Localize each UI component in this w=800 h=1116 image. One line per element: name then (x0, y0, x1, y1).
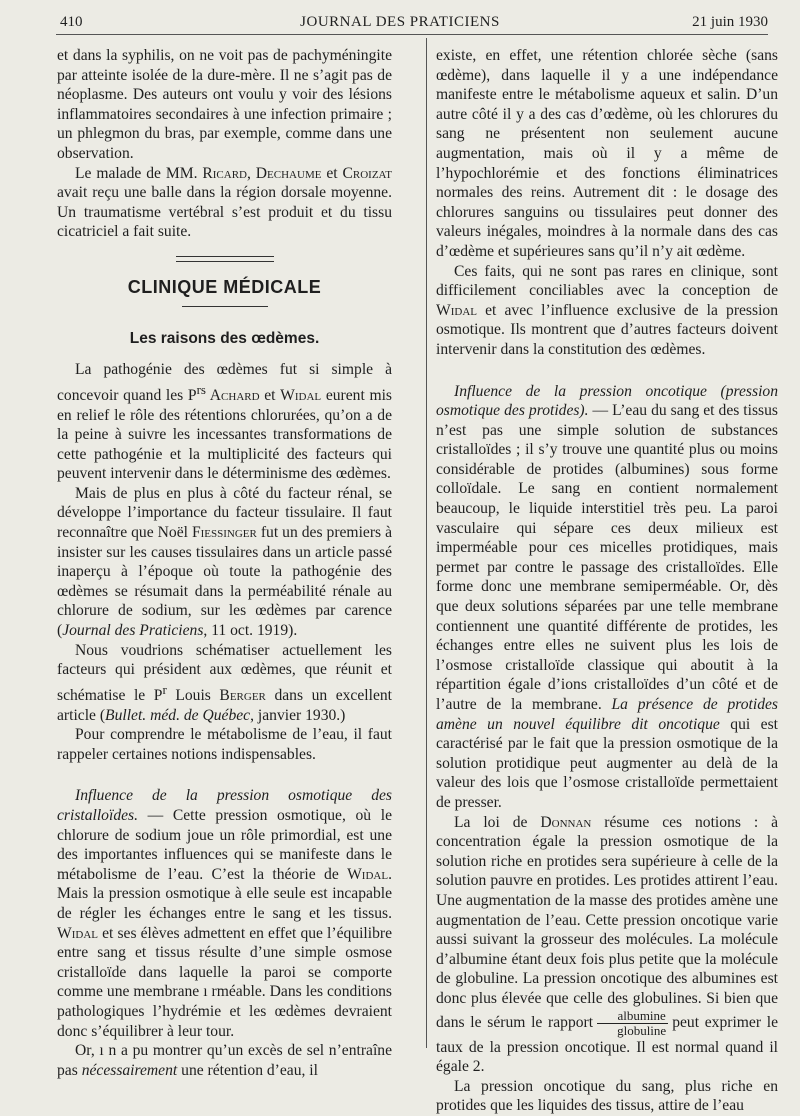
paragraph: Influence de la pression osmotique des cristalloïdes. — Cette pression osmotique, où le chlorure de sodium joue un rôle primordial, est une des importantes influences qui se manifeste dans le métabolisme de l’eau. C’est la théorie de Widal. Mais la pression osmotique à elle seule est incapable de régler les échanges entre le sang et les tissus. Widal et ses élèves admettent en effet que l’équilibre entre sang et tissus résulte d’une simple osmose cristalloïde dans laquelle la paroi se comporte comme une membrane ı rméable. Dans les conditions pathologiques l’hydrémie et les œdèmes devraient donc s’équilibrer à leur tour. (57, 787, 392, 1040)
article-title: Les raisons des œdèmes. (129, 329, 320, 347)
author-name: Widal (347, 865, 389, 883)
paragraph: Pour comprendre le métabolisme de l’eau, il faut rappeler certaines notions indispensables. (57, 726, 392, 763)
author-name: Croizat (342, 164, 392, 182)
subsection-heading: Influence de la pression oncotique (pression osmotique des protides). (436, 382, 778, 420)
author-name: Donnan (540, 813, 592, 831)
citation: Journal des Praticiens (62, 622, 204, 640)
journal-title: JOURNAL DES PRATICIENS (300, 14, 500, 30)
paragraph: Nous voudrions schématiser actuellement les facteurs qui président aux œdèmes, que réunit et schématise le $P^r$ Louis Berger dans un excellent article (Bullet. méd. de Québec, janvier 1930.) (57, 641, 392, 724)
paragraph: Le malade de MM. Ricard, Dechaume et Croizat avait reçu une balle dans la région dorsale moyenne. Un traumatisme vertébral s’est produit et du tissu cicatriciel a fait suite. (57, 164, 392, 241)
title-underline (182, 306, 268, 307)
author-name: Widal (280, 386, 322, 404)
page-number: 410 (60, 14, 83, 30)
subsection-heading: Influence de la pression osmotique des cristalloïdes. (57, 787, 392, 824)
paragraph: La pathogénie des œdèmes fut si simple à concevoir quand les $P^{rs}$ Achard et Widal eurent mis en relief le rôle des rétentions chlorurées, qu’on a de la peine à suivre les incessantes transformations de cette pathogénie et la multiplicité des facteurs qui peuvent intervenir dans le déterminisme des œdèmes. (57, 361, 392, 483)
paragraph: La loi de Donnan résume ces notions : à concentration égale la pression osmotique de la solution riche en protides sera supérieure à celle de la solution pauvre en protides. Les protides attirent l’eau. Une augmentation de la masse des protides amène une augmentation de l’eau. Cette pression oncotique varie aussi suivant la grosseur des molécules. La molécule d’albumine étant deux fois plus petite que la molécule de globuline. La pression oncotique des albumines est donc plus élevée que celle des globulines. Si bien que dans le sérum le rapport $\frac{\text{albumine}}{\text{globuline}}$ peut exprimer le taux de la pression oncotique. Il est normal quand il égale 2. (436, 813, 779, 1076)
emphasis: La présence de protides amène un nouvel équilibre dit oncotique (436, 696, 778, 733)
header-rule (56, 34, 768, 35)
author-name: Ricard (202, 164, 247, 182)
section-divider (176, 256, 274, 262)
paragraph: Mais de plus en plus à côté du facteur rénal, se développe l’importance du facteur tissulaire. Il faut reconnaître que Noël Fiessinger fut un des premiers à insister sur les causes tissulaires dans un article passé inaperçu à l’époque où toute la pathogénie des œdèmes se résumait dans la perméabilité rénale au chlorure de sodium, sur les œdèmes par carence (Journal des Praticiens, 11 oct. 1919). (57, 484, 392, 640)
fraction-denominator: globuline (617, 1022, 667, 1038)
issue-date: 21 juin 1930 (692, 14, 768, 30)
paragraph: La pression oncotique du sang, plus riche en protides que les liquides des tissus, attire de l’eau (436, 1077, 778, 1115)
left-column (57, 46, 392, 1080)
section-title: CLINIQUE MÉDICALE (127, 276, 322, 297)
paragraph: existe, en effet, une rétention chlorée sèche (sans œdème), dans laquelle il y a une indépendance manifeste entre le métabolisme aqueux et salin. D’un autre côté il y a des cas d’œdème, où les chlorures du sang ne présentent non seulement aucune augmentation, mais où il y a même de l’hypochlorémie et des fonctions éliminatrices normales des reins. Autrement dit : le dosage des chlorures sanguins ou tissulaires peut donner des valeurs inégales, moindres à la normale dans des cas d’œdème et supérieures sans qu’il n’y ait œdème. (436, 47, 778, 260)
citation: Bullet. méd. de Québec (105, 706, 251, 724)
author-name: Widal (57, 924, 98, 942)
paragraph: Or, ı n a pu montrer qu’un excès de sel n’entraîne pas nécessairement une rétention d’eau, il (57, 1042, 392, 1079)
author-name: Fiessinger (191, 524, 257, 542)
author-name: Dechaume (255, 164, 322, 182)
paragraph: et dans la syphilis, on ne voit pas de pachyméningite par atteinte isolée de la dure-mère. Il ne s’agit pas de néoplasme. Des auteurs ont voulu y voir des lésions inflammatoires secondaires à une infection primaire ; un phlegmon du bras, par exemple, comme dans une observation. (57, 47, 392, 162)
paragraph: Ces faits, qui ne sont pas rares en clinique, sont difficilement conciliables avec la conception de Widal et avec l’influence exclusive de la pression osmotique. Ils montrent que d’autres facteurs doivent intervenir dans la constitution des œdèmes. (436, 262, 778, 358)
author-name: Achard (205, 386, 260, 404)
column-divider (426, 38, 427, 1048)
author-name: Widal (436, 301, 477, 319)
author-name: Berger (219, 687, 266, 704)
paragraph: Influence de la pression oncotique (pression osmotique des protides). — L’eau du sang et des tissus n’est pas une simple solution de substances cristalloïdes ; il s’y trouve une quantité plus ou moins considérable de protides (albumines) sous forme colloïdale. Le sang en contient normalement beaucoup, le liquide interstitiel très peu. La paroi vasculaire qui sépare ces deux milieux est imperméable pour ces micelles protidiques, mais permet par contre le passage des cristalloïdes. Elle forme donc une membrane semiperméable. Or, dès que deux solutions séparées par une telle membrane contiennent une quantité différente de protides, les échanges entre elles ne suivent plus les lois de l’osmose cristalloïde classique qui aboutit à la répartition égale d’ions cristalloïdes d’un côté et de l’autre de la membrane. La présence de protides amène un nouvel équilibre dit oncotique qui est caractérisé par le fait que la pression osmotique de la solution protidique peut augmenter au delà de la valeur des lois que l’osmose cristalloïde permettaient de presser. (436, 382, 778, 811)
fraction-numerator: albumine (597, 1009, 668, 1024)
right-column (436, 46, 778, 1116)
ratio-fraction (597, 1009, 668, 1038)
